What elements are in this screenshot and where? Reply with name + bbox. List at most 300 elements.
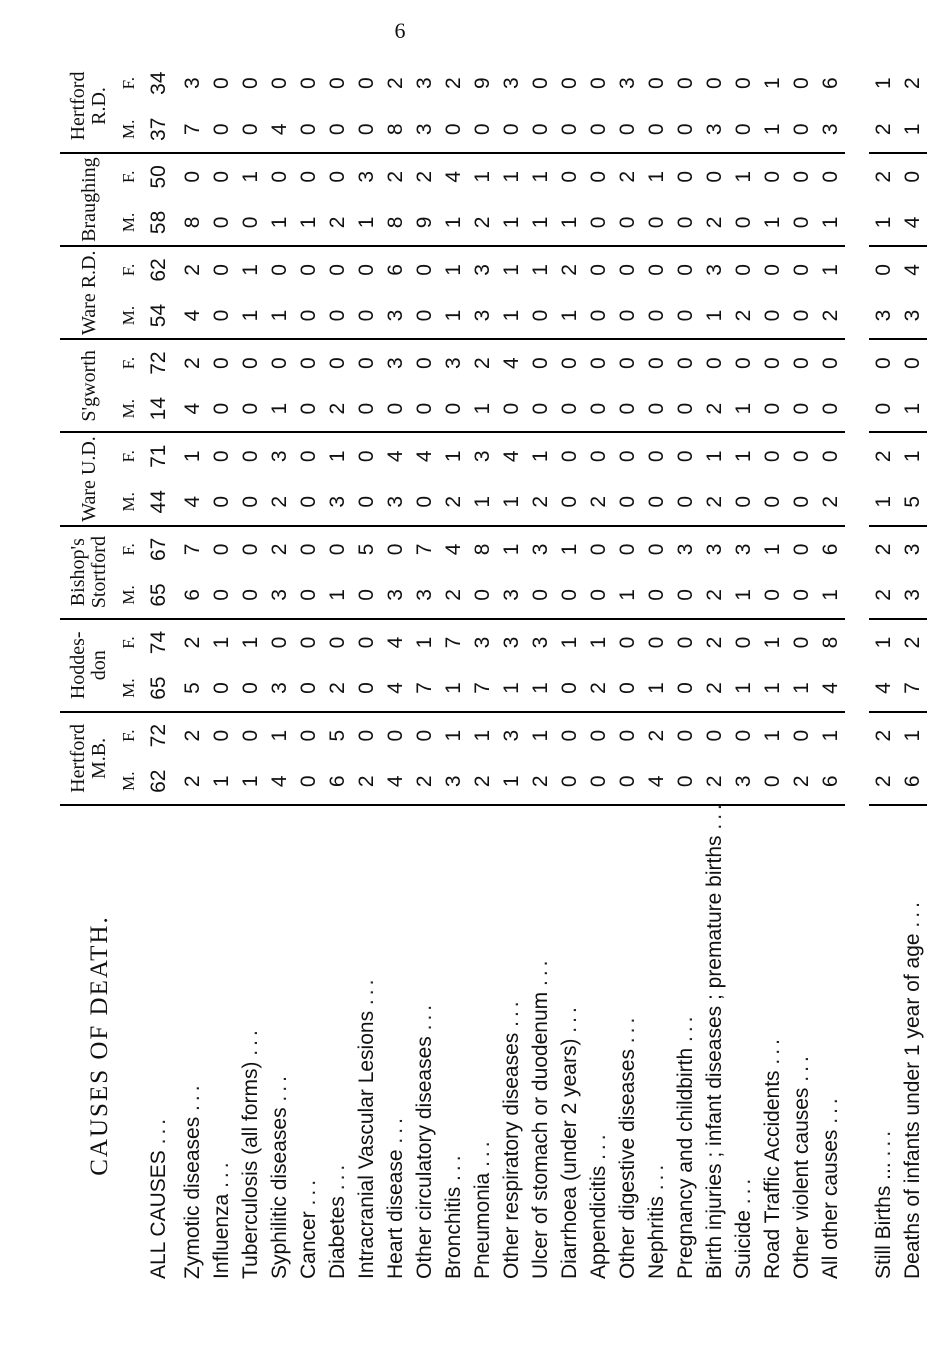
male-count-cell: 2 [816,479,845,526]
leader-dots: ... [615,1013,639,1044]
female-count-cell: 7 [180,543,204,556]
female-count-cell: 3 [441,357,465,369]
female-count-cell: 0 [644,357,668,369]
female-count-cell: 2 [615,170,639,183]
male-count-cell: 0 [787,479,816,526]
female-count-cell: 0 [615,636,639,649]
female-count-cell: 0 [760,170,784,183]
male-count-cell: 0 [642,479,671,526]
cause-label: Zymotic diseases [180,1116,204,1279]
female-count-cell: 0 [789,170,813,183]
cause-label: Still Births ... [871,1162,895,1279]
male-count-cell: 0 [236,572,265,619]
male-count-cell: 0 [236,665,265,712]
female-count-cell: 0 [557,357,581,369]
female-count-cell: 0 [557,77,581,90]
female-count-cell: 5 [354,543,378,556]
female-count-cell: 3 [731,543,755,556]
female-count-cell: 4 [412,450,436,463]
female-count-cell: 1 [267,729,291,742]
male-count-cell: 0 [584,386,613,433]
female-count-cell: 0 [900,357,924,369]
cause-label: Birth injuries ; infant diseases ; premature births [702,835,726,1279]
female-count-cell: 1 [760,729,784,742]
female-count-cell: 1 [586,636,610,649]
male-count-cell: 0 [671,106,700,153]
table-row [555,60,584,1285]
male-count-cell: 2 [323,665,352,712]
female-count-cell: 1 [731,170,755,183]
male-count-cell: 2 [816,293,845,340]
male-count-cell: 0 [787,200,816,247]
female-count-cell: 0 [296,264,320,276]
female-count-cell: 1 [528,170,552,183]
female-count-cell: 2 [383,170,407,183]
cause-label: Cancer [296,1211,320,1279]
male-count-cell: 2 [869,106,898,153]
female-count-cell: 67 [147,537,170,562]
male-count-cell: 0 [613,479,642,526]
female-count-cell: 0 [209,357,233,369]
district-header-row [60,60,118,1285]
female-count-cell: 0 [354,636,378,649]
female-count-cell: 1 [528,264,552,276]
male-count-cell: 6 [898,758,927,805]
female-count-cell: 0 [789,543,813,556]
female-count-cell: 0 [818,450,842,463]
female-count-cell: 9 [470,77,494,90]
female-count-cell: 0 [238,729,262,742]
table-row [869,60,898,1285]
male-count-cell: 0 [758,572,787,619]
table-row [700,60,729,1285]
female-count-cell: 0 [296,357,320,369]
male-count-cell: 2 [700,200,729,247]
male-count-cell: 1 [265,200,294,247]
male-count-cell: 4 [178,386,207,433]
female-count-cell: 0 [586,170,610,183]
male-column-header: M. [118,665,140,712]
female-count-cell: 6 [818,543,842,556]
cause-cell [758,805,787,1285]
male-count-cell: 0 [555,572,584,619]
cause-label: Bronchitis [441,1186,465,1279]
male-count-cell: 0 [671,665,700,712]
female-count-cell: 0 [557,450,581,463]
spacer-cell [845,60,869,1285]
female-count-cell: 2 [557,264,581,276]
male-count-cell: 0 [526,386,555,433]
male-count-cell: 6 [178,572,207,619]
cause-cell [729,805,758,1285]
male-count-cell: 0 [236,479,265,526]
female-count-cell: 1 [528,450,552,463]
male-count-cell: 1 [497,479,526,526]
male-count-cell: 3 [898,293,927,340]
male-count-cell: 1 [439,200,468,247]
female-count-cell: 2 [180,264,204,276]
female-count-cell: 2 [441,77,465,90]
cause-label: Road Traffic Accidents [760,1070,784,1279]
male-count-cell: 0 [323,293,352,340]
table-row [265,60,294,1285]
female-count-cell: 0 [209,450,233,463]
female-count-cell: 2 [871,729,895,742]
female-count-cell: 1 [499,170,523,183]
female-count-cell: 1 [731,450,755,463]
male-column-header: M. [118,293,140,340]
male-count-cell: 1 [468,479,497,526]
male-count-cell: 2 [439,479,468,526]
district-header: Hertford R.D. [60,60,118,153]
male-count-cell: 2 [869,572,898,619]
leader-dots: ... [900,898,924,928]
cause-label: Other circulatory diseases [412,1036,436,1279]
female-count-cell: 0 [760,264,784,276]
female-count-cell: 0 [615,264,639,276]
male-count-cell: 0 [439,386,468,433]
male-count-cell: 1 [555,200,584,247]
male-count-cell: 44 [140,479,178,526]
male-count-cell: 1 [613,572,642,619]
female-count-cell: 0 [267,77,291,90]
female-count-cell: 4 [441,543,465,556]
female-count-cell: 0 [296,77,320,90]
male-count-cell: 0 [497,106,526,153]
female-count-cell: 0 [789,729,813,742]
male-count-cell: 2 [526,479,555,526]
female-count-cell: 0 [209,543,233,556]
male-count-cell: 0 [642,200,671,247]
female-column-header: F. [119,543,138,556]
male-count-cell: 4 [265,758,294,805]
female-count-cell: 8 [470,543,494,556]
male-count-cell: 2 [439,572,468,619]
cause-cell [140,805,178,1285]
male-count-cell: 0 [294,479,323,526]
male-count-cell: 0 [526,106,555,153]
female-count-cell: 0 [238,357,262,369]
male-count-cell: 58 [140,200,178,247]
cause-label: Diarrhoea (under 2 years) [557,1038,581,1279]
female-count-cell: 0 [412,264,436,276]
male-count-cell: 0 [526,293,555,340]
female-count-cell: 2 [900,636,924,649]
female-count-cell: 0 [267,357,291,369]
female-count-cell: 1 [871,636,895,649]
table-row [468,60,497,1285]
female-count-cell: 1 [325,450,349,463]
male-count-cell: 0 [207,665,236,712]
leader-dots: ... [180,1081,204,1111]
male-count-cell: 0 [758,479,787,526]
district-header: S'gworth [60,339,118,432]
male-count-cell: 1 [526,665,555,712]
female-count-cell: 0 [615,729,639,742]
female-count-cell: 7 [441,636,465,649]
male-count-cell: 1 [468,386,497,433]
table-row [323,60,352,1285]
female-count-cell: 0 [296,543,320,556]
table-row [671,60,700,1285]
leader-dots: ... [731,1174,755,1205]
female-count-cell: 3 [470,636,494,649]
male-count-cell: 0 [468,572,497,619]
causes-of-death-table [60,60,927,1285]
male-count-cell: 1 [497,665,526,712]
cause-cell [323,805,352,1285]
male-count-cell: 2 [323,200,352,247]
male-count-cell: 0 [758,293,787,340]
female-count-cell: 0 [644,450,668,463]
male-count-cell: 3 [410,106,439,153]
leader-dots: ... [702,800,726,830]
female-count-cell: 0 [615,357,639,369]
male-count-cell: 0 [758,758,787,805]
female-count-cell: 0 [354,729,378,742]
male-count-cell: 0 [352,572,381,619]
male-count-cell: 1 [642,665,671,712]
leader-dots: ... [644,1160,668,1191]
male-count-cell: 1 [526,200,555,247]
female-count-cell: 0 [586,264,610,276]
female-count-cell: 3 [383,357,407,369]
cause-label: Ulcer of stomach or duodenum [528,991,552,1279]
male-count-cell: 0 [497,386,526,433]
female-count-cell: 1 [900,450,924,463]
male-count-cell: 0 [729,200,758,247]
female-count-cell: 0 [586,450,610,463]
cause-cell [671,805,700,1285]
leader-dots: ... [209,1158,233,1188]
male-count-cell: 0 [671,479,700,526]
male-count-cell: 2 [178,758,207,805]
male-count-cell: 3 [816,106,845,153]
female-count-cell: 2 [871,450,895,463]
leader-dots: ... [760,1035,784,1065]
leader-dots: ... [441,1151,465,1181]
female-count-cell: 1 [900,729,924,742]
male-column-header: M. [118,386,140,433]
female-count-cell: 0 [528,357,552,369]
table-row [898,60,927,1285]
female-count-cell: 34 [147,71,170,95]
female-count-cell: 1 [760,636,784,649]
male-count-cell: 0 [468,106,497,153]
female-count-cell: 3 [470,264,494,276]
leader-dots: ... [325,1160,349,1191]
male-count-cell: 0 [787,386,816,433]
cause-label: All other causes [818,1129,842,1279]
leader-dots: ... [499,997,523,1027]
female-count-cell: 4 [441,170,465,183]
district-header: Braughing [60,153,118,246]
male-count-cell: 3 [265,665,294,712]
male-column-header: M. [118,758,140,805]
male-count-cell: 1 [729,386,758,433]
male-count-cell: 0 [642,572,671,619]
table-row [410,60,439,1285]
table-row [381,60,410,1285]
cause-label: Pneumonia [470,1172,494,1279]
male-count-cell: 1 [555,293,584,340]
male-count-cell: 0 [671,200,700,247]
cause-cell [236,805,265,1285]
female-count-cell: 0 [644,543,668,556]
female-count-cell: 2 [180,729,204,742]
cause-cell [787,805,816,1285]
female-count-cell: 72 [147,723,170,748]
cause-label: Pregnancy and childbirth [673,1047,697,1279]
male-count-cell: 0 [294,106,323,153]
male-count-cell: 3 [323,479,352,526]
cause-cell [497,805,526,1285]
male-count-cell: 0 [207,386,236,433]
female-column-header: F. [119,263,138,277]
table-row [439,60,468,1285]
male-count-cell: 0 [729,106,758,153]
male-count-cell: 3 [410,572,439,619]
male-count-cell: 2 [700,758,729,805]
female-count-cell: 2 [383,77,407,90]
female-count-cell: 1 [760,77,784,90]
leader-dots: ... [557,1003,581,1033]
female-count-cell: 0 [267,170,291,183]
female-count-cell: 3 [267,450,291,463]
female-count-cell: 2 [470,357,494,369]
female-count-cell: 1 [528,729,552,742]
table-row [294,60,323,1285]
male-count-cell: 4 [898,200,927,247]
female-count-cell: 1 [557,543,581,556]
female-count-cell: 0 [557,729,581,742]
female-count-cell: 0 [296,450,320,463]
female-count-cell: 0 [557,170,581,183]
female-count-cell: 0 [818,357,842,369]
male-count-cell: 0 [236,106,265,153]
male-count-cell: 65 [140,665,178,712]
female-count-cell: 62 [147,258,170,282]
female-count-cell: 1 [760,543,784,556]
female-count-cell: 1 [499,543,523,556]
male-count-cell: 7 [468,665,497,712]
male-count-cell: 2 [700,386,729,433]
female-count-cell: 0 [528,77,552,90]
female-count-cell: 4 [499,357,523,369]
female-count-cell: 0 [586,729,610,742]
male-count-cell: 3 [439,758,468,805]
male-count-cell: 4 [381,665,410,712]
female-count-cell: 0 [325,264,349,276]
male-count-cell: 62 [140,758,178,805]
male-count-cell: 2 [526,758,555,805]
female-count-cell: 8 [818,636,842,649]
male-count-cell: 3 [869,293,898,340]
male-count-cell: 0 [613,200,642,247]
female-count-cell: 0 [412,357,436,369]
male-count-cell: 0 [294,758,323,805]
leader-dots: ... [383,1114,407,1144]
male-count-cell: 0 [323,106,352,153]
male-count-cell: 0 [410,293,439,340]
leader-dots: ... [296,1175,320,1206]
female-count-cell: 0 [789,357,813,369]
male-count-cell: 0 [294,386,323,433]
female-count-cell: 0 [818,170,842,183]
male-count-cell: 0 [410,386,439,433]
male-count-cell: 3 [381,293,410,340]
cause-cell [410,805,439,1285]
leader-dots: ... [528,956,552,987]
female-count-cell: 4 [383,636,407,649]
female-count-cell: 3 [673,543,697,556]
female-count-cell: 3 [180,77,204,90]
male-count-cell: 1 [265,386,294,433]
male-count-cell: 0 [555,665,584,712]
female-count-cell: 3 [900,543,924,556]
male-count-cell: 0 [207,106,236,153]
cause-label: Syphilitic diseases [267,1107,291,1279]
leader-dots: ... [470,1137,494,1167]
female-count-cell: 1 [470,170,494,183]
table-title: CAUSES OF DEATH. [86,915,113,1176]
female-count-cell: 0 [673,636,697,649]
male-count-cell: 0 [526,572,555,619]
male-count-cell: 4 [816,665,845,712]
female-count-cell: 0 [238,543,262,556]
female-count-cell: 0 [731,264,755,276]
leader-dots: ... [354,975,378,1006]
male-count-cell: 1 [352,200,381,247]
male-count-cell: 1 [700,293,729,340]
male-count-cell: 1 [294,200,323,247]
leader-dots: ... [238,1026,262,1056]
female-count-cell: 0 [760,450,784,463]
male-count-cell: 3 [381,572,410,619]
male-count-cell: 0 [207,293,236,340]
female-count-cell: 1 [441,729,465,742]
female-count-cell: 0 [615,450,639,463]
female-count-cell: 2 [900,77,924,90]
male-count-cell: 2 [787,758,816,805]
male-count-cell: 4 [869,665,898,712]
male-count-cell: 1 [439,665,468,712]
leader-dots: ... [412,1000,436,1031]
male-count-cell: 0 [352,106,381,153]
female-count-cell: 0 [644,636,668,649]
male-count-cell: 1 [265,293,294,340]
female-count-cell: 0 [209,729,233,742]
female-count-cell: 0 [267,264,291,276]
female-count-cell: 3 [528,636,552,649]
leader-dots: ... [871,1126,895,1157]
female-count-cell: 0 [644,77,668,90]
male-count-cell: 0 [671,386,700,433]
male-count-cell: 5 [898,479,927,526]
cause-cell [468,805,497,1285]
female-count-cell: 1 [441,264,465,276]
table-row [526,60,555,1285]
leader-dots: ... [147,1114,170,1145]
female-count-cell: 0 [209,170,233,183]
male-count-cell: 0 [207,200,236,247]
male-column-header: M. [118,479,140,526]
female-column-header: F. [119,729,138,742]
male-count-cell: 0 [352,479,381,526]
cause-label: Heart disease [383,1149,407,1279]
female-count-cell: 0 [702,77,726,90]
female-count-cell: 0 [209,77,233,90]
